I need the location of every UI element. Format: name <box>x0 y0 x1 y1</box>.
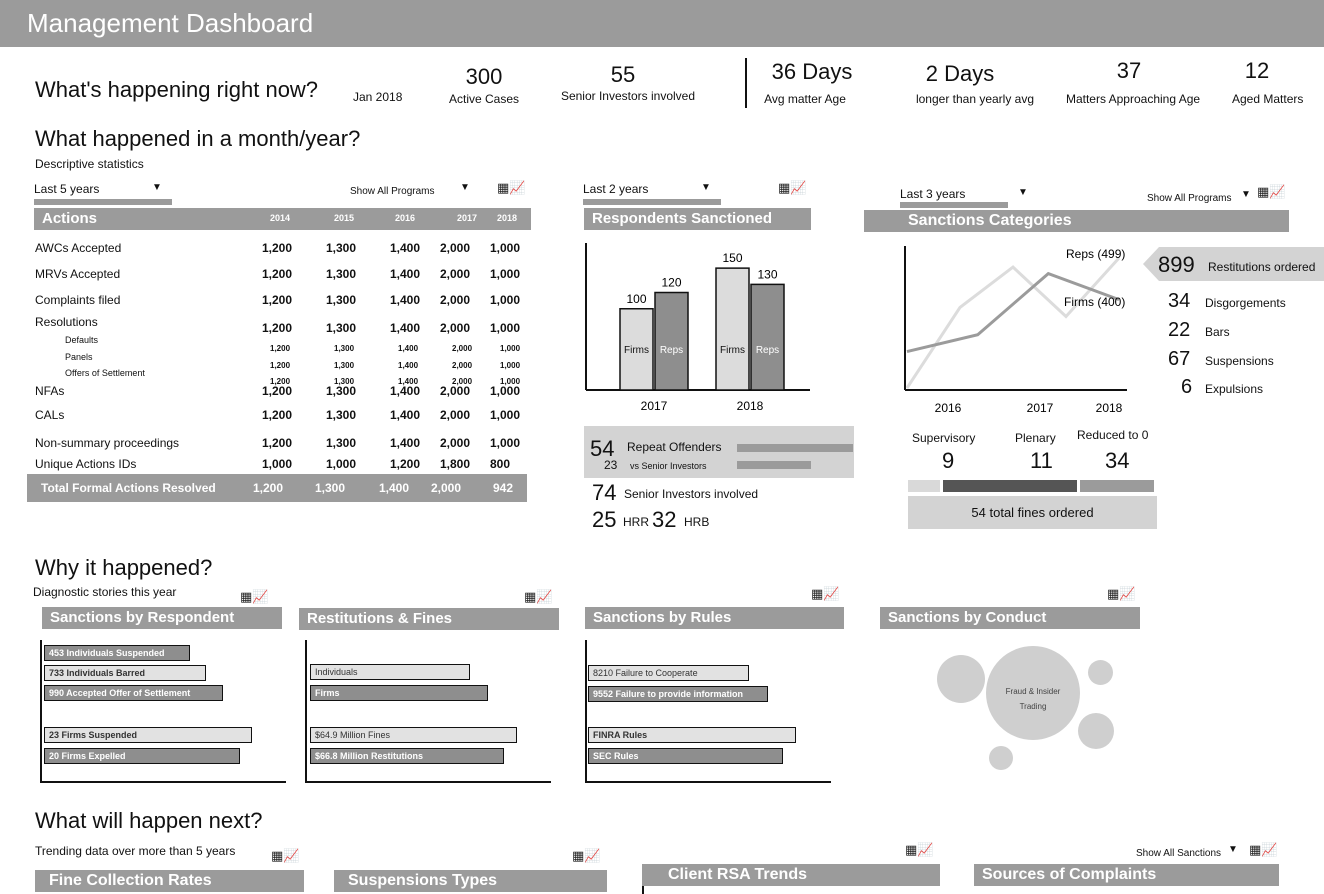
action-row-value: 1,000 <box>490 384 521 398</box>
kpi-approaching-label: Matters Approaching Age <box>1065 92 1201 106</box>
complaints-header-label: Sources of Complaints <box>982 866 1157 883</box>
action-row-value: 1,200 <box>270 377 291 386</box>
action-row-label: Non-summary proceedings <box>35 436 180 450</box>
action-row-value: 2,000 <box>440 436 471 450</box>
conduct-view-toggle <box>1107 586 1135 602</box>
kpi-longer-value: 2 Days <box>925 61 995 86</box>
line-chart-icon[interactable]: 📈 <box>536 589 553 604</box>
categories-programs-dropdown[interactable] <box>1147 188 1251 206</box>
line-chart-icon[interactable]: 📈 <box>1269 184 1286 199</box>
actions-total-label: Total Formal Actions Resolved <box>41 481 216 495</box>
cat-series-label: Firms (400) <box>1064 295 1126 309</box>
actions-total-value: 1,300 <box>315 481 346 495</box>
kpi-avg-age-label: Avg matter Age <box>764 92 846 106</box>
action-row-value: 1,200 <box>390 457 421 471</box>
action-row-value: 1,400 <box>390 293 421 307</box>
restitutions-bar: Individuals <box>310 664 470 680</box>
action-row-value: 1,000 <box>490 321 521 335</box>
action-row-value: 2,000 <box>440 384 471 398</box>
respondents-range-value: Last 2 years <box>583 182 649 196</box>
table-icon[interactable]: ▦ <box>572 848 585 863</box>
restitutions-header-label: Restitutions & Fines <box>307 610 453 627</box>
restitutions-bar: $66.8 Million Restitutions <box>310 748 504 764</box>
action-row-value: 1,000 <box>490 241 521 255</box>
respondent-y-axis <box>40 640 42 782</box>
category-item-value: 67 <box>1168 348 1191 370</box>
kpi-longer-label: longer than yearly avg <box>915 92 1035 106</box>
action-row-value: 1,200 <box>262 293 293 307</box>
line-chart-icon[interactable]: 📈 <box>509 180 526 195</box>
respondent-bar: 733 Individuals Barred <box>44 665 206 681</box>
chevron-down-icon: ▼ <box>1018 187 1028 198</box>
category-item-value: 22 <box>1168 319 1191 341</box>
action-row-value: 2,000 <box>440 293 471 307</box>
fine-label: Supervisory <box>912 431 976 445</box>
line-chart-icon[interactable]: 📈 <box>790 180 807 195</box>
fine-bar-supervisory <box>908 480 940 492</box>
resp-bar-series: Firms <box>720 345 745 356</box>
sanctions-filter-dropdown[interactable] <box>1136 843 1241 861</box>
categories-line-chart <box>895 240 1145 420</box>
sanctions-filter-value: Show All Sanctions <box>1136 848 1222 859</box>
table-icon[interactable]: ▦ <box>497 180 510 195</box>
table-icon[interactable]: ▦ <box>240 589 253 604</box>
hrr-label: HRR <box>623 515 649 529</box>
cat-x-tick: 2016 <box>934 401 962 415</box>
action-row-value: 1,400 <box>398 344 419 353</box>
action-row-value: 1,400 <box>398 361 419 370</box>
kpi-active-cases-label: Active Cases <box>448 92 520 106</box>
action-row-label: Offers of Settlement <box>65 368 145 378</box>
year-label: 2017 <box>457 213 478 223</box>
fine-label: Reduced to 0 <box>1077 428 1149 442</box>
vs-senior-bar <box>737 461 811 469</box>
hrb-value: 32 <box>652 507 677 532</box>
action-row-value: 1,300 <box>326 241 357 255</box>
resp-bar-series: Reps <box>755 345 780 356</box>
action-row-value: 2,000 <box>452 344 473 353</box>
action-row-label: CALs <box>35 408 65 422</box>
respondents-header <box>584 208 811 230</box>
rules-bar: SEC Rules <box>588 748 783 764</box>
action-row-value: 2,000 <box>440 408 471 422</box>
actions-range-underline <box>34 199 172 205</box>
respondents-view-toggle <box>778 180 806 196</box>
vs-senior-label: vs Senior Investors <box>630 461 707 471</box>
kpi-aged-label: Aged Matters <box>1232 92 1304 106</box>
cat-x-tick: 2017 <box>1026 401 1054 415</box>
rules-header <box>585 607 844 629</box>
action-row-value: 1,400 <box>390 267 421 281</box>
rules-bar: 9552 Failure to provide information <box>588 686 768 702</box>
repeat-offenders-value: 54 <box>590 436 615 461</box>
line-chart-icon[interactable]: 📈 <box>252 589 269 604</box>
kpi-divider <box>745 58 747 108</box>
table-icon[interactable]: ▦ <box>271 848 284 863</box>
fine-label: Plenary <box>1015 431 1056 445</box>
action-row-value: 1,200 <box>262 436 293 450</box>
restitutions-bar: Firms <box>310 685 488 701</box>
resp-bar-value: 120 <box>661 275 682 290</box>
line-chart-icon[interactable]: 📈 <box>1261 842 1278 857</box>
respondents-range-dropdown[interactable] <box>583 180 713 198</box>
fine-value: 9 <box>942 448 955 473</box>
respondent-view-toggle <box>240 589 268 605</box>
action-row-label: Defaults <box>65 335 99 345</box>
category-item-label: Bars <box>1205 325 1230 339</box>
cat-series-label: Reps (499) <box>1066 247 1126 261</box>
year-label: 2015 <box>334 213 355 223</box>
line-chart-icon[interactable]: 📈 <box>917 842 934 857</box>
repeat-offenders-box <box>584 426 854 478</box>
categories-range-underline <box>900 202 1008 208</box>
fine-value: 34 <box>1105 448 1130 473</box>
categories-view-toggle <box>1257 184 1285 200</box>
resp-bar-series: Reps <box>659 345 684 356</box>
chevron-down-icon: ▼ <box>1241 189 1251 200</box>
action-row-label: Panels <box>65 352 93 362</box>
month-title: What happened in a month/year? <box>35 126 361 151</box>
respondent-bar: 23 Firms Suspended <box>44 727 252 743</box>
respondents-header-label: Respondents Sanctioned <box>592 210 773 227</box>
line-chart-icon[interactable]: 📈 <box>584 848 601 863</box>
category-item-value: 6 <box>1181 376 1193 398</box>
rules-header-label: Sanctions by Rules <box>593 609 732 626</box>
action-row-value: 1,300 <box>334 361 355 370</box>
restitutions-header <box>299 608 559 630</box>
actions-total-value: 942 <box>493 481 514 495</box>
next-subtitle: Trending data over more than 5 years <box>35 844 236 858</box>
action-row-label: Unique Actions IDs <box>35 457 137 471</box>
cat-x-tick: 2018 <box>1095 401 1123 415</box>
category-item-value: 34 <box>1168 290 1191 312</box>
rules-bar: FINRA Rules <box>588 727 796 743</box>
line-chart-icon[interactable]: 📈 <box>283 848 300 863</box>
line-chart-icon[interactable]: 📈 <box>823 586 840 601</box>
app-title: Management Dashboard <box>27 8 314 38</box>
action-row-value: 800 <box>490 457 511 471</box>
kpi-aged-value: 12 <box>1244 58 1270 83</box>
action-row-value: 1,300 <box>334 377 355 386</box>
conduct-bubble-main <box>986 646 1080 740</box>
resp-x-tick: 2018 <box>736 399 764 413</box>
next-title: What will happen next? <box>35 808 263 833</box>
action-row-value: 1,000 <box>500 377 521 386</box>
action-row-value: 1,400 <box>390 321 421 335</box>
kpi-avg-age-value: 36 Days <box>771 59 853 84</box>
action-row-label: AWCs Accepted <box>35 241 122 255</box>
hrr-value: 25 <box>592 507 617 532</box>
chevron-down-icon: ▼ <box>1228 844 1238 855</box>
rules-bar: 8210 Failure to Cooperate <box>588 665 749 681</box>
rsa-header <box>642 864 940 886</box>
action-row-value: 1,400 <box>390 241 421 255</box>
respondent-bar: 453 Individuals Suspended <box>44 645 190 661</box>
resp-bar <box>716 268 749 390</box>
chevron-down-icon: ▼ <box>701 182 711 193</box>
category-item-label: Expulsions <box>1205 382 1264 396</box>
why-title: Why it happened? <box>35 555 213 580</box>
actions-programs-dropdown[interactable] <box>350 181 475 199</box>
categories-range-value: Last 3 years <box>900 187 966 201</box>
actions-header-label: Actions <box>42 210 98 227</box>
conduct-bubble <box>937 655 985 703</box>
action-row-value: 1,300 <box>326 384 357 398</box>
action-row-value: 1,200 <box>262 241 293 255</box>
year-label: 2018 <box>497 213 518 223</box>
action-row-value: 1,200 <box>262 384 293 398</box>
resp-bar-series: Firms <box>624 345 649 356</box>
resp-bar <box>655 293 688 391</box>
resp-bar <box>751 284 784 390</box>
action-row-value: 1,800 <box>440 457 471 471</box>
table-icon[interactable]: ▦ <box>1107 586 1120 601</box>
conduct-bubble <box>989 746 1013 770</box>
conduct-bubble <box>1088 660 1113 685</box>
restitutions-x-axis <box>305 781 551 783</box>
now-title: What's happening right now? <box>35 77 319 102</box>
action-row-value: 1,200 <box>262 321 293 335</box>
categories-header <box>864 210 1289 232</box>
line-chart-icon[interactable]: 📈 <box>1119 586 1136 601</box>
year-label: 2014 <box>270 213 291 223</box>
actions-total-value: 2,000 <box>431 481 462 495</box>
fines-total: 54 total fines ordered <box>908 496 1157 529</box>
action-row-value: 1,400 <box>390 384 421 398</box>
action-row-label: Complaints filed <box>35 293 121 307</box>
action-row-value: 1,400 <box>398 377 419 386</box>
actions-range-dropdown[interactable] <box>34 180 169 198</box>
action-row-value: 1,300 <box>326 267 357 281</box>
vs-senior-value: 23 <box>604 458 618 472</box>
resp-bar-value: 150 <box>722 251 743 266</box>
table-icon[interactable]: ▦ <box>811 586 824 601</box>
action-row-value: 1,000 <box>490 408 521 422</box>
respondent-header-label: Sanctions by Respondent <box>50 609 235 626</box>
conduct-header <box>880 607 1140 629</box>
resp-bar-value: 100 <box>626 291 647 306</box>
fine-collection-header <box>35 870 304 892</box>
restitutions-label: Restitutions ordered <box>1208 260 1316 274</box>
restitutions-bar: $64.9 Million Fines <box>310 727 517 743</box>
action-row-value: 2,000 <box>452 377 473 386</box>
respondent-bar: 20 Firms Expelled <box>44 748 240 764</box>
restitutions-value: 899 <box>1158 252 1195 277</box>
conduct-bubble <box>1078 713 1114 749</box>
fine-collection-view-toggle <box>271 848 299 864</box>
action-row-value: 1,000 <box>490 436 521 450</box>
respondent-x-axis <box>40 781 286 783</box>
action-row-value: 1,300 <box>326 408 357 422</box>
fine-bar-reduced <box>1080 480 1154 492</box>
action-row-value: 2,000 <box>452 361 473 370</box>
complaints-view-toggle <box>1249 842 1277 858</box>
rsa-header-label: Client RSA Trends <box>668 866 807 883</box>
action-row-value: 1,400 <box>390 408 421 422</box>
conduct-header-label: Sanctions by Conduct <box>888 609 1047 626</box>
fine-bar-plenary <box>943 480 1077 492</box>
action-row-value: 1,000 <box>490 293 521 307</box>
why-subtitle: Diagnostic stories this year <box>33 585 177 599</box>
resp-x-tick: 2017 <box>640 399 668 413</box>
rsa-y-axis <box>642 886 644 894</box>
table-icon[interactable]: ▦ <box>524 589 537 604</box>
chevron-down-icon: ▼ <box>460 182 470 193</box>
senior-investors-label: Senior Investors involved <box>624 487 759 501</box>
respondents-bar-chart <box>580 235 820 415</box>
table-icon[interactable]: ▦ <box>1249 842 1262 857</box>
kpi-senior-investors-label: Senior Investors involved <box>560 89 696 103</box>
fine-collection-header-label: Fine Collection Rates <box>49 872 212 889</box>
action-row-value: 1,200 <box>270 344 291 353</box>
cat-series-line <box>907 258 1119 388</box>
rules-x-axis <box>585 781 831 783</box>
suspensions-header <box>334 870 607 892</box>
month-subtitle: Descriptive statistics <box>35 157 144 171</box>
year-label: 2016 <box>395 213 416 223</box>
action-row-label: Resolutions <box>35 315 98 329</box>
action-row-value: 1,000 <box>490 267 521 281</box>
complaints-header <box>974 864 1279 886</box>
action-row-value: 2,000 <box>440 241 471 255</box>
action-row-value: 1,300 <box>326 293 357 307</box>
suspensions-view-toggle <box>572 848 600 864</box>
actions-total-value: 1,400 <box>379 481 410 495</box>
action-row-value: 2,000 <box>440 321 471 335</box>
kpi-approaching-value: 37 <box>1116 58 1142 83</box>
fine-value: 11 <box>1030 448 1053 473</box>
category-item-label: Disgorgements <box>1205 296 1286 310</box>
conduct-bubble-label: Fraud & Insider Trading <box>1005 687 1061 711</box>
rules-y-axis <box>585 640 587 782</box>
action-row-value: 1,000 <box>326 457 357 471</box>
kpi-senior-investors-value: 55 <box>610 62 636 87</box>
action-row-value: 1,300 <box>334 344 355 353</box>
repeat-offenders-label: Repeat Offenders <box>627 440 722 454</box>
senior-investors-value: 74 <box>592 480 617 505</box>
respondent-bar: 990 Accepted Offer of Settlement <box>44 685 223 701</box>
action-row-label: MRVs Accepted <box>35 267 121 281</box>
actions-programs-value: Show All Programs <box>350 186 435 197</box>
action-row-value: 1,000 <box>500 361 521 370</box>
categories-range-dropdown[interactable] <box>900 185 1030 203</box>
action-row-value: 1,000 <box>500 344 521 353</box>
action-row-value: 1,400 <box>390 436 421 450</box>
action-row-value: 1,300 <box>326 321 357 335</box>
action-row-value: 1,200 <box>262 408 293 422</box>
hrb-label: HRB <box>684 515 710 529</box>
categories-header-label: Sanctions Categories <box>908 212 1072 229</box>
top-bar <box>0 0 1324 47</box>
suspensions-header-label: Suspensions Types <box>348 872 498 889</box>
actions-total-value: 1,200 <box>253 481 284 495</box>
actions-view-toggle <box>497 180 525 196</box>
action-row-label: NFAs <box>35 384 65 398</box>
kpi-active-cases-value: 300 <box>465 64 503 89</box>
table-icon[interactable]: ▦ <box>778 180 791 195</box>
actions-total-row <box>27 474 527 502</box>
table-icon[interactable]: ▦ <box>905 842 918 857</box>
restitutions-view-toggle <box>524 589 552 605</box>
respondents-range-underline <box>583 199 721 205</box>
rules-view-toggle <box>811 586 839 602</box>
categories-programs-value: Show All Programs <box>1147 193 1232 204</box>
action-row-value: 1,200 <box>270 361 291 370</box>
respondent-header <box>42 607 282 629</box>
resp-bar-value: 130 <box>757 267 778 282</box>
category-item-label: Suspensions <box>1205 354 1274 368</box>
chevron-down-icon: ▼ <box>152 182 162 193</box>
restitutions-y-axis <box>305 640 307 782</box>
action-row-value: 1,200 <box>262 267 293 281</box>
action-row-value: 2,000 <box>440 267 471 281</box>
action-row-value: 1,000 <box>262 457 293 471</box>
now-period: Jan 2018 <box>353 90 403 104</box>
table-icon[interactable]: ▦ <box>1257 184 1270 199</box>
rsa-view-toggle <box>905 842 933 858</box>
action-row-value: 1,300 <box>326 436 357 450</box>
actions-range-value: Last 5 years <box>34 182 100 196</box>
repeat-offenders-bar <box>737 444 853 452</box>
